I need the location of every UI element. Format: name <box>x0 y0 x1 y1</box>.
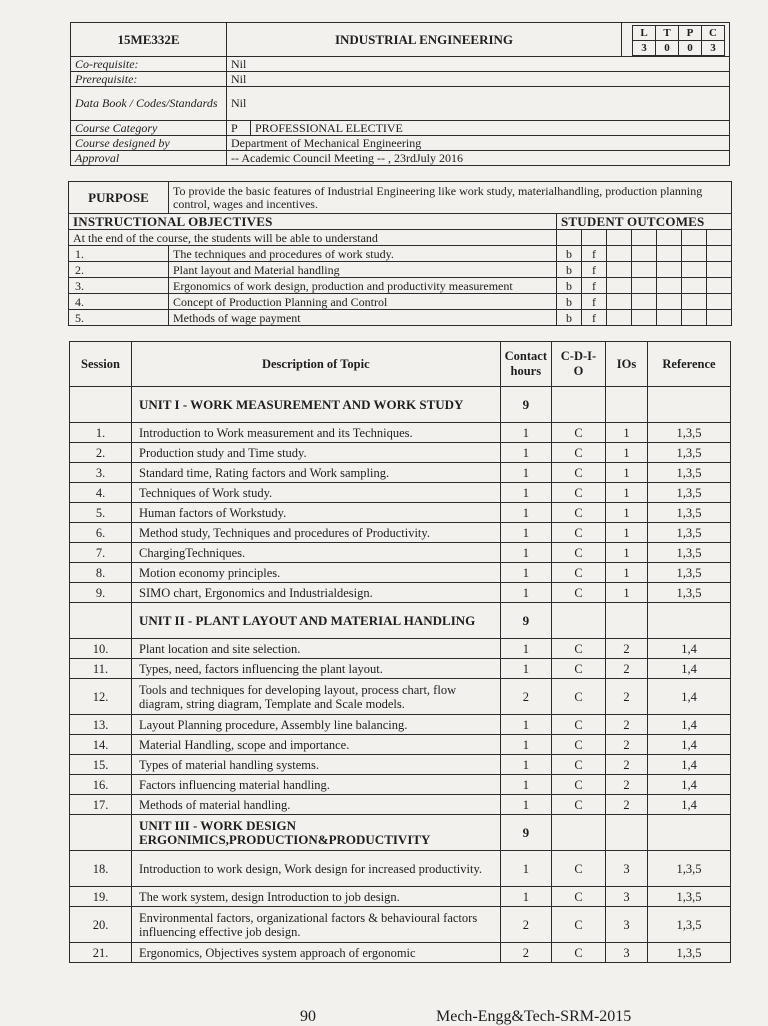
topic-description: Introduction to Work measurement and its Techniques. <box>132 423 501 443</box>
session-row <box>70 755 731 775</box>
cdio-cell <box>552 603 606 639</box>
objective-number: 3. <box>69 278 169 294</box>
cdio-value: C <box>552 907 606 943</box>
outcome-cell <box>682 246 707 262</box>
session-row <box>70 735 731 755</box>
contact-hours: 1 <box>500 463 551 483</box>
ios-value: 3 <box>606 887 648 907</box>
unit-heading-row <box>70 387 731 423</box>
ios-value: 1 <box>606 523 648 543</box>
ltpc-label: T <box>656 26 679 41</box>
ios-value: 1 <box>606 423 648 443</box>
reference-value: 1,3,5 <box>648 943 731 963</box>
co-requisite-label: Co-requisite: <box>71 57 227 72</box>
outcome-cell <box>682 294 707 310</box>
session-row <box>70 775 731 795</box>
ios-value: 2 <box>606 679 648 715</box>
outcome-cell <box>657 278 682 294</box>
session-number: 9. <box>70 583 132 603</box>
session-number: 7. <box>70 543 132 563</box>
contact-hours: 1 <box>500 887 551 907</box>
contact-hours: 1 <box>500 735 551 755</box>
ios-value: 2 <box>606 755 648 775</box>
reference-value: 1,3,5 <box>648 483 731 503</box>
outcome-cell <box>707 262 732 278</box>
session-number: 19. <box>70 887 132 907</box>
topic-description: Human factors of Workstudy. <box>132 503 501 523</box>
outcome-cell <box>682 230 707 246</box>
contact-hours: 1 <box>500 639 551 659</box>
outcome-cell <box>657 294 682 310</box>
topic-description: Tools and techniques for developing layout, process chart, flow diagram, string diagram, Template and Scale models. <box>132 679 501 715</box>
student-outcomes-heading: STUDENT OUTCOMES <box>557 214 732 230</box>
outcome-b: b <box>557 310 582 326</box>
topic-description: Ergonomics, Objectives system approach of ergonomic <box>132 943 501 963</box>
outcome-cell <box>632 310 657 326</box>
reference-cell <box>648 815 731 851</box>
reference-value: 1,4 <box>648 775 731 795</box>
session-row <box>70 943 731 963</box>
session-cell <box>70 603 132 639</box>
page-number: 90 <box>300 1008 316 1025</box>
cdio-value: C <box>552 583 606 603</box>
cdio-value: C <box>552 563 606 583</box>
reference-value: 1,4 <box>648 639 731 659</box>
objectives-intro: At the end of the course, the students will be able to understand <box>69 230 557 246</box>
contact-hours: 1 <box>500 851 551 887</box>
objective-row <box>69 278 732 294</box>
objective-number: 5. <box>69 310 169 326</box>
session-number: 17. <box>70 795 132 815</box>
outcome-b: b <box>557 294 582 310</box>
prerequisite-value: Nil <box>227 72 730 87</box>
contact-hours: 1 <box>500 795 551 815</box>
session-number: 21. <box>70 943 132 963</box>
reference-value: 1,3,5 <box>648 887 731 907</box>
ios-cell <box>606 815 648 851</box>
outcome-cell <box>632 246 657 262</box>
ios-value: 1 <box>606 503 648 523</box>
cdio-value: C <box>552 463 606 483</box>
course-category-code: P <box>227 121 251 136</box>
session-row <box>70 907 731 943</box>
objective-text: Methods of wage payment <box>169 310 557 326</box>
cdio-value: C <box>552 715 606 735</box>
session-number: 14. <box>70 735 132 755</box>
outcome-cell <box>682 278 707 294</box>
topic-description: Techniques of Work study. <box>132 483 501 503</box>
session-row <box>70 851 731 887</box>
topic-description: Material Handling, scope and importance. <box>132 735 501 755</box>
ltpc-value: 0 <box>679 41 702 56</box>
reference-value: 1,4 <box>648 715 731 735</box>
ltpc-value: 3 <box>702 41 725 56</box>
cdio-cell <box>552 387 606 423</box>
session-number: 15. <box>70 755 132 775</box>
topic-description: Factors influencing material handling. <box>132 775 501 795</box>
session-row <box>70 715 731 735</box>
contact-hours: 1 <box>500 715 551 735</box>
outcome-cell <box>707 246 732 262</box>
course-designed-by-label: Course designed by <box>71 136 227 151</box>
session-row <box>70 639 731 659</box>
outcome-f: f <box>582 262 607 278</box>
ios-value: 1 <box>606 583 648 603</box>
objective-number: 2. <box>69 262 169 278</box>
session-number: 2. <box>70 443 132 463</box>
objective-row <box>69 310 732 326</box>
ios-value: 3 <box>606 851 648 887</box>
cdio-value: C <box>552 943 606 963</box>
course-code: 15ME332E <box>71 23 227 57</box>
outcome-f: f <box>582 246 607 262</box>
contact-hours: 2 <box>500 943 551 963</box>
reference-value: 1,3,5 <box>648 563 731 583</box>
reference-value: 1,4 <box>648 795 731 815</box>
session-row <box>70 463 731 483</box>
session-number: 4. <box>70 483 132 503</box>
ios-value: 1 <box>606 463 648 483</box>
course-title: INDUSTRIAL ENGINEERING <box>227 23 622 57</box>
topic-description: Introduction to work design, Work design for increased productivity. <box>132 851 501 887</box>
topic-description: Motion economy principles. <box>132 563 501 583</box>
topic-description: Plant location and site selection. <box>132 639 501 659</box>
cdio-value: C <box>552 735 606 755</box>
ios-value: 1 <box>606 543 648 563</box>
contact-hours: 1 <box>500 423 551 443</box>
outcome-cell <box>582 230 607 246</box>
unit-hours: 9 <box>500 603 551 639</box>
course-header-table <box>70 22 730 166</box>
sessions-table <box>69 341 731 963</box>
topic-description: Types of material handling systems. <box>132 755 501 775</box>
contact-hours: 1 <box>500 583 551 603</box>
objective-text: Plant layout and Material handling <box>169 262 557 278</box>
reference-value: 1,3,5 <box>648 443 731 463</box>
objective-number: 4. <box>69 294 169 310</box>
purpose-text: To provide the basic features of Industrial Engineering like work study, materialhandling, production planning control, wages and incentives. <box>169 182 732 214</box>
reference-value: 1,4 <box>648 755 731 775</box>
session-row <box>70 563 731 583</box>
cdio-value: C <box>552 659 606 679</box>
unit-title: UNIT II - PLANT LAYOUT AND MATERIAL HANDLING <box>132 603 501 639</box>
objective-row <box>69 246 732 262</box>
outcome-cell <box>607 278 632 294</box>
outcome-cell <box>657 230 682 246</box>
cdio-value: C <box>552 755 606 775</box>
contact-hours: 1 <box>500 483 551 503</box>
ltpc-label: C <box>702 26 725 41</box>
outcome-cell <box>632 294 657 310</box>
outcome-b: b <box>557 246 582 262</box>
header-session: Session <box>70 342 132 387</box>
reference-value: 1,3,5 <box>648 503 731 523</box>
session-row <box>70 543 731 563</box>
outcome-cell <box>707 278 732 294</box>
session-number: 13. <box>70 715 132 735</box>
contact-hours: 1 <box>500 659 551 679</box>
outcome-cell <box>707 230 732 246</box>
cdio-value: C <box>552 543 606 563</box>
topic-description: Standard time, Rating factors and Work sampling. <box>132 463 501 483</box>
reference-value: 1,3,5 <box>648 907 731 943</box>
reference-value: 1,3,5 <box>648 851 731 887</box>
course-category-label: Course Category <box>71 121 227 136</box>
cdio-value: C <box>552 423 606 443</box>
header-cdio: C-D-I-O <box>552 342 606 387</box>
outcome-cell <box>607 246 632 262</box>
ios-value: 2 <box>606 639 648 659</box>
header-description: Description of Topic <box>132 342 501 387</box>
unit-hours: 9 <box>500 815 551 851</box>
session-number: 10. <box>70 639 132 659</box>
outcome-b: b <box>557 278 582 294</box>
outcome-b: b <box>557 262 582 278</box>
topic-description: ChargingTechniques. <box>132 543 501 563</box>
ios-value: 2 <box>606 775 648 795</box>
objective-text: Concept of Production Planning and Control <box>169 294 557 310</box>
ios-value: 2 <box>606 715 648 735</box>
session-number: 16. <box>70 775 132 795</box>
session-number: 18. <box>70 851 132 887</box>
outcome-f: f <box>582 310 607 326</box>
topic-description: Layout Planning procedure, Assembly line balancing. <box>132 715 501 735</box>
topic-description: Types, need, factors influencing the plant layout. <box>132 659 501 679</box>
contact-hours: 1 <box>500 563 551 583</box>
purpose-label: PURPOSE <box>69 182 169 214</box>
cdio-value: C <box>552 775 606 795</box>
outcome-cell <box>707 310 732 326</box>
unit-heading-row <box>70 603 731 639</box>
session-row <box>70 483 731 503</box>
cdio-value: C <box>552 795 606 815</box>
ios-value: 1 <box>606 483 648 503</box>
reference-cell <box>648 387 731 423</box>
ios-value: 1 <box>606 443 648 463</box>
data-book-value: Nil <box>227 87 730 121</box>
outcome-cell <box>632 278 657 294</box>
ios-value: 1 <box>606 563 648 583</box>
session-number: 1. <box>70 423 132 443</box>
header-contact-hours: Contact hours <box>500 342 551 387</box>
session-row <box>70 583 731 603</box>
session-number: 11. <box>70 659 132 679</box>
cdio-value: C <box>552 443 606 463</box>
unit-heading-row <box>70 815 731 851</box>
outcome-f: f <box>582 278 607 294</box>
outcome-cell <box>657 310 682 326</box>
reference-cell <box>648 603 731 639</box>
cdio-value: C <box>552 503 606 523</box>
objective-text: Ergonomics of work design, production and productivity measurement <box>169 278 557 294</box>
session-number: 3. <box>70 463 132 483</box>
cdio-value: C <box>552 679 606 715</box>
ios-value: 3 <box>606 907 648 943</box>
objective-row <box>69 294 732 310</box>
reference-value: 1,4 <box>648 679 731 715</box>
contact-hours: 1 <box>500 443 551 463</box>
outcome-cell <box>557 230 582 246</box>
session-number: 5. <box>70 503 132 523</box>
outcome-cell <box>632 230 657 246</box>
session-row <box>70 659 731 679</box>
session-number: 6. <box>70 523 132 543</box>
header-reference: Reference <box>648 342 731 387</box>
outcome-cell <box>707 294 732 310</box>
contact-hours: 1 <box>500 775 551 795</box>
course-category-value: PROFESSIONAL ELECTIVE <box>251 121 730 136</box>
reference-value: 1,3,5 <box>648 523 731 543</box>
outcome-cell <box>632 262 657 278</box>
outcome-cell <box>607 310 632 326</box>
ltpc-table <box>632 25 725 56</box>
unit-title: UNIT I - WORK MEASUREMENT AND WORK STUDY <box>132 387 501 423</box>
session-row <box>70 679 731 715</box>
cdio-value: C <box>552 483 606 503</box>
footer-text: Mech-Engg&Tech-SRM-2015 <box>436 1008 632 1025</box>
topic-description: Method study, Techniques and procedures of Productivity. <box>132 523 501 543</box>
session-number: 8. <box>70 563 132 583</box>
outcome-cell <box>682 262 707 278</box>
outcome-cell <box>682 310 707 326</box>
outcome-cell <box>657 262 682 278</box>
outcome-f: f <box>582 294 607 310</box>
objective-row <box>69 262 732 278</box>
session-row <box>70 443 731 463</box>
cdio-cell <box>552 815 606 851</box>
purpose-objectives-table <box>68 181 732 326</box>
cdio-value: C <box>552 887 606 907</box>
ltpc-cell <box>622 23 730 57</box>
session-row <box>70 423 731 443</box>
ltpc-value: 3 <box>633 41 656 56</box>
reference-value: 1,3,5 <box>648 543 731 563</box>
cdio-value: C <box>552 523 606 543</box>
topic-description: Production study and Time study. <box>132 443 501 463</box>
topic-description: Environmental factors, organizational factors & behavioural factors influencing effective job design. <box>132 907 501 943</box>
reference-value: 1,4 <box>648 659 731 679</box>
ios-value: 2 <box>606 795 648 815</box>
contact-hours: 1 <box>500 523 551 543</box>
header-ios: IOs <box>606 342 648 387</box>
session-row <box>70 795 731 815</box>
reference-value: 1,3,5 <box>648 583 731 603</box>
instructional-objectives-heading: INSTRUCTIONAL OBJECTIVES <box>69 214 557 230</box>
session-cell <box>70 815 132 851</box>
reference-value: 1,3,5 <box>648 463 731 483</box>
data-book-label: Data Book / Codes/Standards <box>71 87 227 121</box>
cdio-value: C <box>552 851 606 887</box>
outcome-cell <box>607 294 632 310</box>
approval-label: Approval <box>71 151 227 166</box>
ltpc-label: L <box>633 26 656 41</box>
session-row <box>70 523 731 543</box>
session-row <box>70 887 731 907</box>
outcome-cell <box>607 262 632 278</box>
ios-value: 2 <box>606 735 648 755</box>
contact-hours: 1 <box>500 543 551 563</box>
outcome-cell <box>657 246 682 262</box>
ios-value: 2 <box>606 659 648 679</box>
contact-hours: 2 <box>500 907 551 943</box>
cdio-value: C <box>552 639 606 659</box>
co-requisite-value: Nil <box>227 57 730 72</box>
session-row <box>70 503 731 523</box>
contact-hours: 1 <box>500 755 551 775</box>
reference-value: 1,4 <box>648 735 731 755</box>
topic-description: SIMO chart, Ergonomics and Industrialdesign. <box>132 583 501 603</box>
unit-title: UNIT III - WORK DESIGN ERGONIMICS,PRODUCTION&PRODUCTIVITY <box>132 815 501 851</box>
session-number: 20. <box>70 907 132 943</box>
course-designed-by-value: Department of Mechanical Engineering <box>227 136 730 151</box>
objective-number: 1. <box>69 246 169 262</box>
session-number: 12. <box>70 679 132 715</box>
contact-hours: 2 <box>500 679 551 715</box>
approval-value: -- Academic Council Meeting -- , 23rdJuly 2016 <box>227 151 730 166</box>
topic-description: Methods of material handling. <box>132 795 501 815</box>
ltpc-value: 0 <box>656 41 679 56</box>
contact-hours: 1 <box>500 503 551 523</box>
prerequisite-label: Prerequisite: <box>71 72 227 87</box>
ios-cell <box>606 603 648 639</box>
unit-hours: 9 <box>500 387 551 423</box>
session-cell <box>70 387 132 423</box>
objective-text: The techniques and procedures of work study. <box>169 246 557 262</box>
ios-cell <box>606 387 648 423</box>
ltpc-label: P <box>679 26 702 41</box>
topic-description: The work system, design Introduction to job design. <box>132 887 501 907</box>
reference-value: 1,3,5 <box>648 423 731 443</box>
outcome-cell <box>607 230 632 246</box>
ios-value: 3 <box>606 943 648 963</box>
